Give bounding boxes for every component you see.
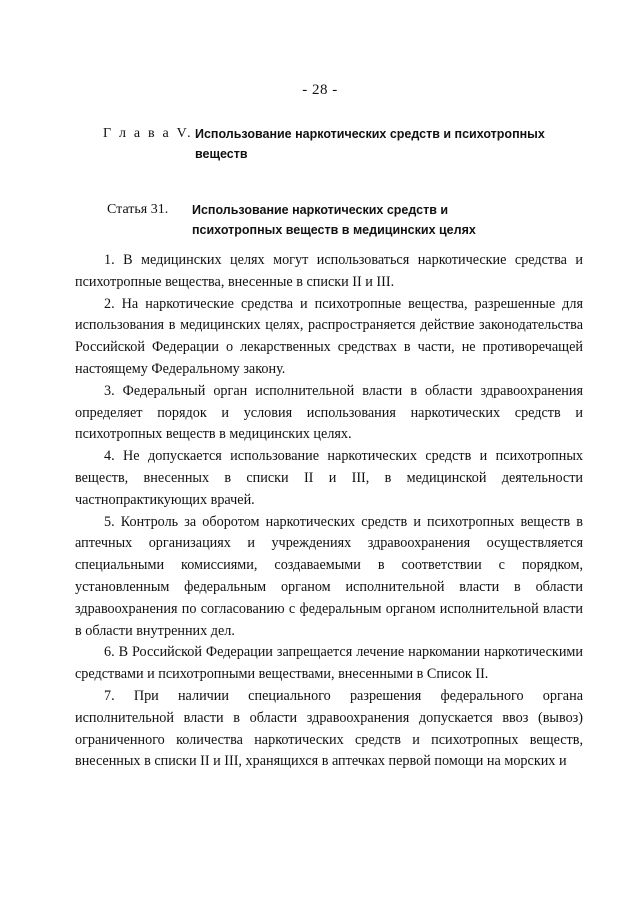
paragraph-5: 5. Контроль за оборотом наркотических средств и психотропных веществ в аптечных организациях и учреждениях здравоохранения осуществляется специальными комиссиями, создаваемыми в соответствии с порядком, установленным федеральным органом исполнительной власти в области здравоохранения по согласованию с федеральным органом исполнительной власти в области внутренних дел. <box>75 513 583 639</box>
paragraph-7: 7. При наличии специального разрешения федерального органа исполнительной власти в области здравоохранения допускается ввоз (вывоз) ограниченного количества наркотических средств и психотропных веществ, внесенных в списки II и III, хранящихся в аптечках первой помощи на морских и <box>75 687 583 770</box>
paragraph-6: 6. В Российской Федерации запрещается лечение наркомании наркотическими средствами и психотропными веществами, внесенными в Список II. <box>75 644 583 683</box>
article-title: Использование наркотических средств и психотропных веществ в медицинских целях <box>192 203 476 237</box>
chapter-title: Использование наркотических средств и психотропных веществ <box>195 127 545 161</box>
paragraph-1: 1. В медицинских целях могут использоваться наркотические средства и психотропные вещества, внесенные в списки II и III. <box>75 252 583 290</box>
article-label: Статья 31. <box>107 202 169 217</box>
chapter-heading <box>103 124 573 164</box>
page-number: - 28 - <box>302 82 338 98</box>
paragraph-2: 2. На наркотические средства и психотропные вещества, разрешенные для использования в медицинских целях, распространяется действие законодательства Российской Федерации о лекарственных средствах в части, не противоречащей настоящему Федеральному закону. <box>75 295 583 377</box>
article-body <box>75 250 583 773</box>
chapter-label: Г л а в а V. <box>103 126 193 141</box>
paragraph-3: 3. Федеральный орган исполнительной власти в области здравоохранения определяет порядок и условия использования наркотических средств и психотропных веществ в медицинских целях. <box>75 382 583 443</box>
paragraph-4: 4. Не допускается использование наркотических средств и психотропных веществ, внесенных в списки II и III, в медицинской деятельности частнопрактикующих врачей. <box>75 448 583 508</box>
article-heading <box>107 200 577 240</box>
